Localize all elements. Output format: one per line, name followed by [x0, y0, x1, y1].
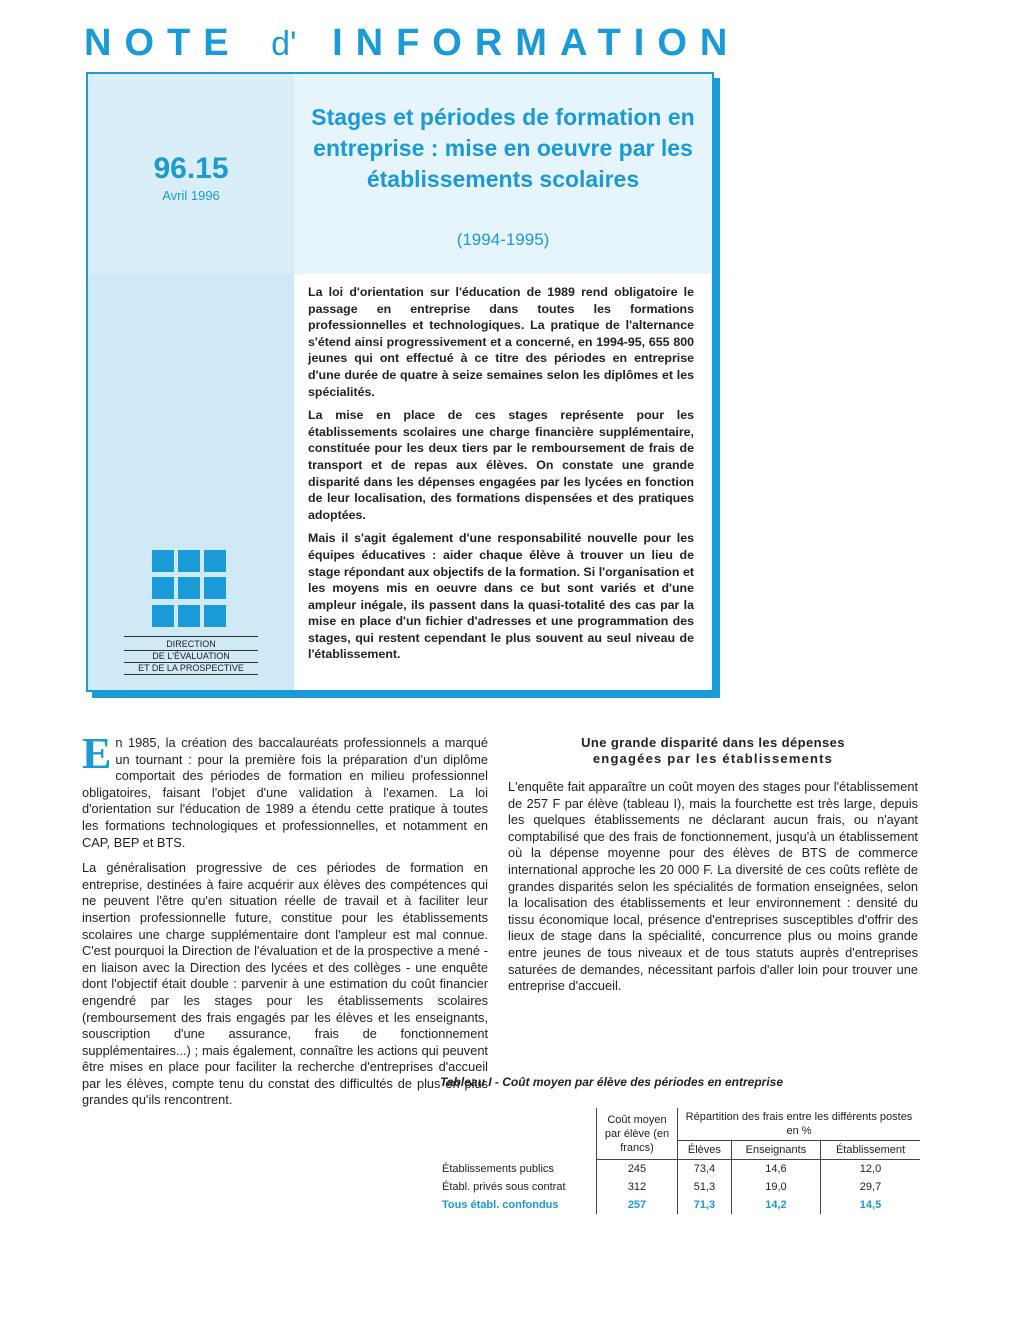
summary-paragraph: La mise en place de ces stages représente pour les établissements scolaires une charge financière supplémentaire, constituée pour les deux tiers par le remboursement de frais de transport et de repas aux élèves. On constate une grande disparité dans les dépenses engagées par les lycées en fonction de leur localisation, des formations dispensées et des pratiques adoptées.: [308, 408, 694, 522]
cell-eleves: 51,3: [678, 1178, 732, 1196]
header-cost: Coût moyen par élève (en francs): [597, 1108, 678, 1160]
cell-enseignants: 14,6: [731, 1160, 820, 1179]
table-corner: [436, 1108, 597, 1160]
summary-paragraph: La loi d'orientation sur l'éducation de 1989 rend obligatoire le passage en entreprise dans toutes les formations professionnelles et technologiques. La pratique de l'alternance s'étend ainsi progressivement et a concerné, en 1994-95, 655 800 jeunes qui ont effectué à ce titre des périodes en entreprise d'une durée de quatre à seize semaines selon les diplômes et les spécialités.: [308, 285, 694, 399]
document-title: Stages et périodes de formation en entreprise : mise en oeuvre par les établissements scolaires: [311, 104, 695, 192]
masthead-information: INFORMATION: [332, 22, 741, 64]
cell-enseignants: 19,0: [731, 1178, 820, 1196]
issue-date: Avril 1996: [162, 188, 220, 203]
masthead-de: d': [271, 25, 297, 63]
document-years: (1994-1995): [456, 230, 550, 249]
section-heading-line: Une grande disparité dans les dépenses: [581, 735, 845, 750]
department-line: DE L'ÉVALUATION: [124, 651, 258, 663]
row-label: Établ. privés sous contrat: [442, 1181, 566, 1193]
cost-table: [436, 1108, 920, 1214]
cell-eleves: 71,3: [678, 1196, 732, 1214]
cell-etablissement: 29,7: [821, 1178, 921, 1196]
cell-cost: 245: [597, 1160, 678, 1179]
table-caption: Tableau I - Coût moyen par élève des périodes en entreprise: [440, 1075, 783, 1089]
cell-eleves: 73,4: [678, 1160, 732, 1179]
summary-text: [308, 284, 694, 670]
cell-etablissement: 12,0: [821, 1160, 921, 1179]
department-line: DIRECTION: [124, 639, 258, 651]
masthead-note: NOTE: [84, 22, 242, 64]
cell-enseignants: 14,2: [731, 1196, 820, 1214]
dep-logo-icon: [152, 550, 230, 628]
drop-cap: E: [82, 729, 112, 778]
row-label: Établissements publics: [442, 1162, 554, 1175]
issue-number: 96.15: [153, 152, 229, 185]
header-col: Élèves: [678, 1141, 732, 1160]
summary-paragraph: Mais il s'agit également d'une responsabilité nouvelle pour les équipes éducatives : aider chaque élève à trouver un lieu de stage répondant aux objectifs de la formation. Si l'organisation et les moyens mis en oeuvre dans ce but sont variés et d'une ampleur inégale, ils passent dans la quasi-totalité des cas par la mise en place d'un fichier d'adresses et une programmation des stages, qui restent cependant le plus souvent au seul niveau de l'établissement.: [308, 531, 694, 662]
cell-cost: 312: [597, 1178, 678, 1196]
table-header-row: [436, 1108, 920, 1141]
header-split: Répartition des frais entre les différents postes en %: [678, 1108, 921, 1141]
table-row: [436, 1178, 920, 1196]
issue-panel: [88, 74, 294, 274]
table-row: [436, 1160, 920, 1179]
section-heading-line: engagées par les établissements: [592, 751, 834, 766]
summary-panel: [294, 274, 712, 690]
body-paragraph: L'enquête fait apparaître un coût moyen des stages pour l'établissement de 257 F par élève (tableau I), mais la fourchette est très large, depuis les quelques établissements ne déclarant aucun frais, ou n'ayant comptabilisé que des frais de fonctionnement, jusqu'à un établissement où la dépense moyenne pour des élèves de BTS de commerce international approche les 20 000 F. La diversité de ces coûts reflète de grandes disparités selon les spécialités de formation enseignées, selon la localisation des établissements et leur environnement : densité du tissu économique local, présence d'entreprises susceptibles d'offrir des lieux de stage dans la spécialité, concurrence plus ou moins grande entre jeunes de tous niveaux et de tous statuts auprès d'entreprises saturées de demandes, nécessitant parfois d'aller loin pour trouver une entreprise d'accueil.: [508, 779, 918, 994]
department-name: [124, 636, 258, 675]
row-label: Tous établ. confondus: [442, 1199, 559, 1211]
header-col: Enseignants: [731, 1141, 820, 1160]
body-paragraph: La généralisation progressive de ces périodes de formation en entreprise, destinées à faire acquérir aux élèves des compétences qui ne peuvent l'être qu'en situation réelle de travail et à faciliter leur insertion professionnelle future, constitue pour les établissements scolaires une charge supplémentaire dont l'ampleur est mal connue. C'est pourquoi la Direction de l'évaluation et de la prospective a mené - en liaison avec la Direction des lycées et des collèges - une enquête dont l'objectif était double : parvenir à une estimation du coût financier engendré par les stages pour les établissements scolaires (remboursement des frais engagés par les élèves et les enseignants, souscription d'une assurance, frais de fonctionnement supplémentaires...) ; mais également, connaître les actions qui peuvent être mises en place pour faciliter la recherche d'entreprises d'accueil par les élèves, compte tenu du constat des difficultés de plus en plus grandes qu'ils rencontrent.: [82, 860, 488, 1108]
header-box: [86, 72, 714, 692]
body-paragraph: [82, 729, 488, 851]
header-col: Établissement: [821, 1141, 921, 1160]
body-text: n 1985, la création des baccalauréats professionnels a marqué un tournant : pour la première fois la préparation d'un diplôme comportait des périodes de formation en milieu professionnel obligatoires, faisant l'objet d'une validation à l'examen. La loi d'orientation sur l'éducation de 1989 a étendu cette pratique à toutes les formations technologiques et professionnelles, et notamment en CAP, BEP et BTS.: [82, 735, 488, 850]
title-panel: [294, 74, 712, 274]
body-column-left: [82, 729, 488, 1118]
cell-cost: 257: [597, 1196, 678, 1214]
masthead: [84, 22, 740, 65]
cell-etablissement: 14,5: [821, 1196, 921, 1214]
department-line: ET DE LA PROSPECTIVE: [124, 663, 258, 675]
section-heading: [508, 735, 918, 767]
table-row-total: [436, 1196, 920, 1214]
body-column-right: [508, 735, 918, 995]
